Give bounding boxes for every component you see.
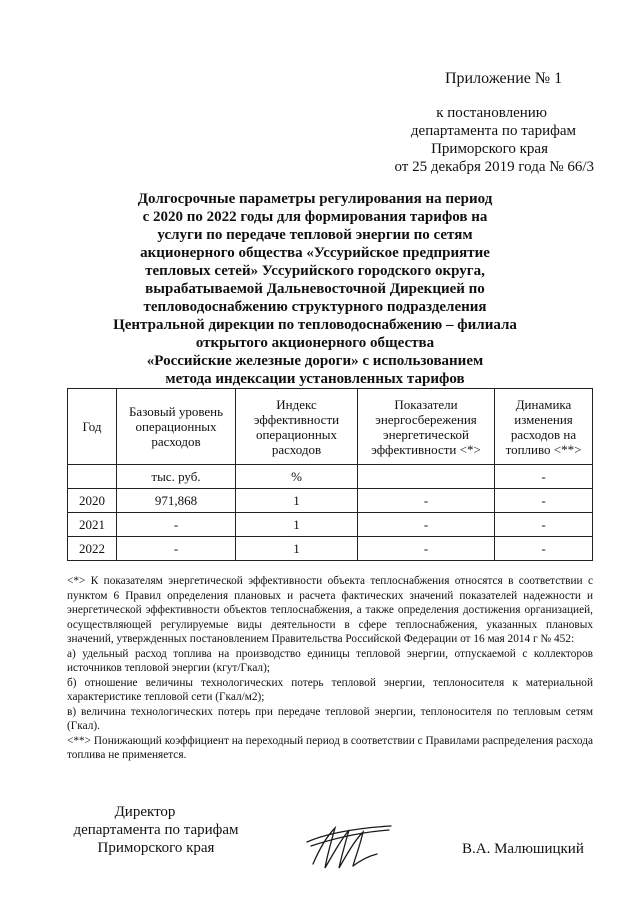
title-line: метода индексации установленных тарифов [165, 371, 465, 387]
cell-fuel-dynamics: - [495, 537, 593, 561]
parameters-table [67, 388, 593, 561]
position-line: департамента по тарифам [73, 822, 239, 838]
cell-year: 2021 [68, 513, 117, 537]
title-line: вырабатываемой Дальневосточной Дирекцией по [145, 281, 485, 297]
document-title [100, 190, 530, 388]
footnote-item-b: б) отношение величины технологических потерь тепловой энергии, теплоносителя к материальной характеристике тепловой сети (Гкал/м2); [67, 676, 593, 703]
cell-year: 2022 [68, 537, 117, 561]
table-row [68, 489, 593, 513]
footnote-fuel-coefficient: <**> Понижающий коэффициент на переходный период в соответствии с Правилами распределения расхода топлива не применяется. [67, 734, 593, 761]
table-row [68, 513, 593, 537]
footnote-item-c: в) величина технологических потерь при передаче тепловой энергии, теплоносителя по тепловым сетям (Гкал). [67, 705, 593, 732]
title-line: с 2020 по 2022 годы для формирования тарифов на [142, 209, 488, 225]
resolution-reference [334, 104, 594, 176]
table-units-row [68, 465, 593, 489]
cell-efficiency-index: 1 [236, 513, 358, 537]
appendix-label: Приложение № 1 [445, 70, 563, 87]
unit-year [68, 465, 117, 489]
header-fuel-dynamics: Динамика изменения расходов на топливо <**> [495, 389, 593, 465]
cell-base-level: 971,868 [117, 489, 236, 513]
header-efficiency-index: Индекс эффективности операционных расходов [236, 389, 358, 465]
signatory-name: В.А. Малюшицкий [462, 841, 584, 857]
unit-energy-saving [358, 465, 495, 489]
footnotes [67, 574, 593, 763]
resolution-line: к постановлению [436, 105, 547, 121]
signatory-position [66, 803, 246, 857]
header-year: Год [68, 389, 117, 465]
cell-energy-saving: - [358, 537, 495, 561]
unit-fuel-dynamics: - [495, 465, 593, 489]
resolution-line: от 25 декабря 2019 года № 66/3 [394, 159, 594, 175]
cell-base-level: - [117, 537, 236, 561]
cell-efficiency-index: 1 [236, 537, 358, 561]
table-row [68, 537, 593, 561]
unit-efficiency-index: % [236, 465, 358, 489]
title-line: Центральной дирекции по тепловодоснабжению – филиала [113, 317, 517, 333]
title-line: открытого акционерного общества [195, 335, 435, 351]
title-line: акционерного общества «Уссурийское предприятие [140, 245, 490, 261]
handwritten-signature [305, 820, 395, 874]
cell-energy-saving: - [358, 513, 495, 537]
header-base-level: Базовый уровень операционных расходов [117, 389, 236, 465]
title-line: тепловодоснабжению структурного подразделения [143, 299, 487, 315]
title-line: услуги по передаче тепловой энергии по сетям [157, 227, 473, 243]
title-line: Долгосрочные параметры регулирования на период [137, 191, 493, 207]
cell-efficiency-index: 1 [236, 489, 358, 513]
cell-fuel-dynamics: - [495, 489, 593, 513]
position-line: Директор [114, 804, 176, 820]
resolution-line: департамента по тарифам [410, 123, 576, 139]
cell-fuel-dynamics: - [495, 513, 593, 537]
cell-year: 2020 [68, 489, 117, 513]
cell-base-level: - [117, 513, 236, 537]
cell-energy-saving: - [358, 489, 495, 513]
unit-base-level: тыс. руб. [117, 465, 236, 489]
title-line: тепловых сетей» Уссурийского городского округа, [145, 263, 485, 279]
title-line: «Российские железные дороги» с использованием [146, 353, 484, 369]
footnote-item-a: а) удельный расход топлива на производство единицы тепловой энергии, отпускаемой с коллекторов источников тепловой энергии (кгут/Гкал); [67, 647, 593, 674]
table-header-row [68, 389, 593, 465]
footnote-energy-indicators: <*> К показателям энергетической эффективности объекта теплоснабжения относятся в соответствии с пунктом 6 Правил определения плановых и расчета фактических значений показателей надежности и энергетической эффективности объектов теплоснабжения, а также определения достижения организацией, осуществляющей регулируемые виды деятельности в сфере теплоснабжения, указанных плановых значений, утвержденных постановлением Правительства Российской Федерации от 16 мая 2014 г № 452: [67, 575, 593, 645]
header-energy-saving: Показатели энергосбережения энергетической эффективности <*> [358, 389, 495, 465]
position-line: Приморского края [97, 840, 215, 856]
resolution-line: Приморского края [431, 141, 548, 157]
